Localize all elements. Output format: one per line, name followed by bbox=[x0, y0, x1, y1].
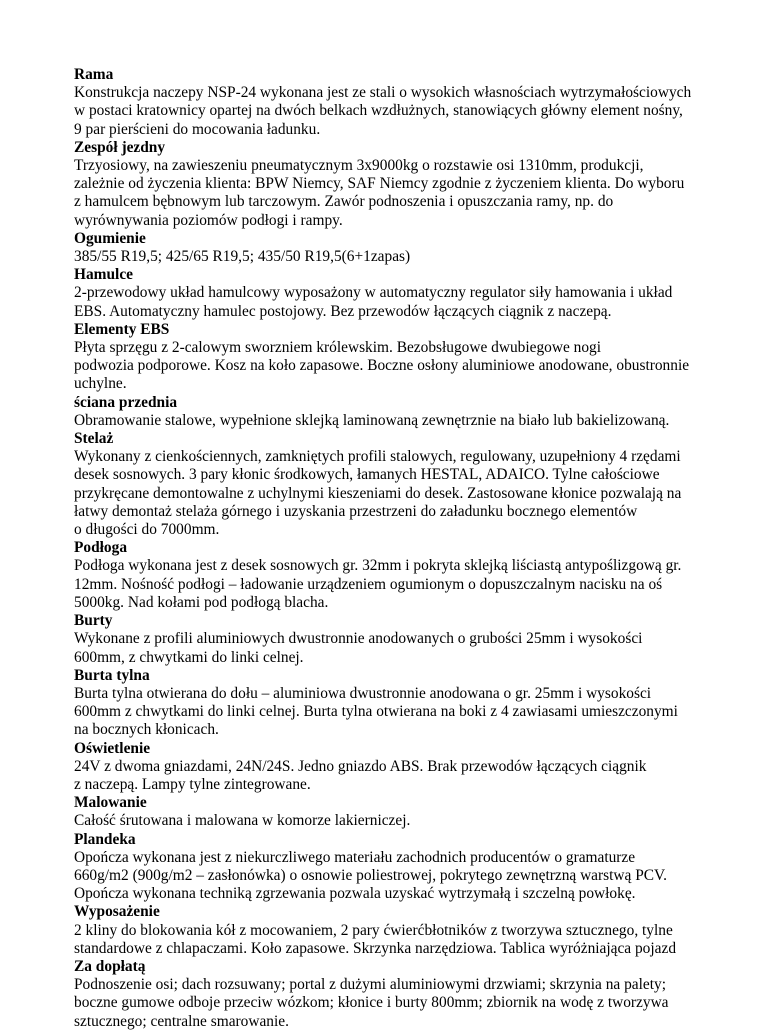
text-line: desek sosnowych. 3 pary kłonic środkowych, łamanych HESTAL, ADAICO. Tylne całościowe bbox=[74, 466, 660, 484]
section-heading: ściana przednia bbox=[74, 393, 178, 411]
text-line: 12mm. Nośność podłogi – ładowanie urządzeniem ogumionym o dopuszczalnym nacisku na oś bbox=[74, 575, 663, 593]
text-line: zależnie od życzenia klienta: BPW Niemcy, SAF Niemcy zgodnie z życzeniem klienta. Do wyboru bbox=[74, 175, 685, 193]
section-burty bbox=[74, 612, 714, 667]
text-line: Opończa wykonana techniką zgrzewania pozwala uzyskać wytrzymałą i szczelną powłokę. bbox=[74, 885, 636, 903]
section-heading: Elementy EBS bbox=[74, 320, 170, 338]
text-line: uchylne. bbox=[74, 375, 127, 393]
text-line: Burta tylna otwierana do dołu – aluminiowa dwustronnie anodowana o gr. 25mm i wysokości bbox=[74, 684, 652, 702]
section-heading: Podłoga bbox=[74, 539, 128, 557]
text-line: Trzyosiowy, na zawieszeniu pneumatycznym 3x9000kg o rozstawie osi 1310mm, produkcji, bbox=[74, 157, 644, 175]
section-heading: Malowanie bbox=[74, 794, 147, 812]
section-heading: Burty bbox=[74, 612, 113, 630]
section-heading: Ogumienie bbox=[74, 229, 146, 247]
text-line: Wykonane z profili aluminiowych dwustronnie anodowanych o grubości 25mm i wysokości bbox=[74, 630, 643, 648]
text-line: Wykonany z cienkościennych, zamkniętych profili stalowych, regulowany, uzupełniony 4 rzędami bbox=[74, 448, 681, 466]
text-line: podwozia podporowe. Kosz na koło zapasowe. Boczne osłony aluminiowe anodowane, obustronnie bbox=[74, 357, 690, 375]
section-zespol-jezdny bbox=[74, 139, 714, 230]
text-line: Całość śrutowana i malowana w komorze lakierniczej. bbox=[74, 812, 411, 830]
section-hamulce bbox=[74, 266, 714, 321]
text-line: Obramowanie stalowe, wypełnione sklejką laminowaną zewnętrznie na biało lub bakielizowaną. bbox=[74, 411, 670, 429]
section-za-doplata bbox=[74, 958, 714, 1031]
section-sciana-przednia bbox=[74, 394, 714, 430]
section-heading: Oświetlenie bbox=[74, 739, 151, 757]
section-oswietlenie bbox=[74, 740, 714, 795]
section-stelaz bbox=[74, 430, 714, 539]
section-heading: Stelaż bbox=[74, 430, 114, 448]
section-heading: Za dopłatą bbox=[74, 957, 146, 975]
section-heading: Burta tylna bbox=[74, 666, 150, 684]
text-line: łatwy demontaż stelaża górnego i uzyskania przestrzeni do załadunku bocznego elementów bbox=[74, 502, 638, 520]
section-heading: Zespół jezdny bbox=[74, 138, 166, 156]
text-line: wyrównywania poziomów podłogi i rampy. bbox=[74, 211, 343, 229]
section-podloga bbox=[74, 539, 714, 612]
text-line: przykręcane demontowalne z uchylnymi kieszeniami do desek. Zastosowane kłonice pozwalają na bbox=[74, 484, 682, 502]
text-line: 9 par pierścieni do mocowania ładunku. bbox=[74, 120, 321, 138]
text-line: 600mm z chwytkami do linki celnej. Burta tylna otwierana na boki z 4 zawiasami umieszczonymi bbox=[74, 703, 678, 721]
text-line: 2 kliny do blokowania kół z mocowaniem, 2 pary ćwierćbłotników z tworzywa sztucznego, tylne bbox=[74, 921, 673, 939]
text-line: Podnoszenie osi; dach rozsuwany; portal z dużymi aluminiowymi drzwiami; skrzynia na palety; bbox=[74, 976, 666, 994]
text-line: 385/55 R19,5; 425/65 R19,5; 435/50 R19,5(6+1zapas) bbox=[74, 248, 411, 266]
section-burta-tylna bbox=[74, 667, 714, 740]
section-malowanie bbox=[74, 794, 714, 830]
text-line: Płyta sprzęgu z 2-calowym sworzniem królewskim. Bezobsługowe dwubiegowe nogi bbox=[74, 339, 602, 357]
text-line: 600mm, z chwytkami do linki celnej. bbox=[74, 648, 304, 666]
text-line: 5000kg. Nad kołami pod podłogą blacha. bbox=[74, 593, 329, 611]
text-line: w postaci kratownicy opartej na dwóch belkach wzdłużnych, stanowiących główny element nośny, bbox=[74, 102, 683, 120]
text-line: Konstrukcja naczepy NSP-24 wykonana jest ze stali o wysokich własnościach wytrzymałościowych bbox=[74, 84, 692, 102]
text-line: z naczepą. Lampy tylne zintegrowane. bbox=[74, 775, 311, 793]
section-heading: Wyposażenie bbox=[74, 903, 160, 921]
section-elementy-ebs bbox=[74, 321, 714, 394]
text-line: o długości do 7000mm. bbox=[74, 521, 220, 539]
text-line: 24V z dwoma gniazdami, 24N/24S. Jedno gniazdo ABS. Brak przewodów łączących ciągnik bbox=[74, 757, 647, 775]
text-line: Opończa wykonana jest z niekurczliwego materiału zachodnich producentów o gramaturze bbox=[74, 848, 636, 866]
text-line: sztucznego; centralne smarowanie. bbox=[74, 1012, 289, 1030]
text-line: z hamulcem bębnowym lub tarczowym. Zawór podnoszenia i opuszczania ramy, np. do bbox=[74, 193, 614, 211]
section-rama bbox=[74, 66, 714, 139]
text-line: 660g/m2 (900g/m2 – zasłonówka) o osnowie poliestrowej, pokrytego zewnętrzną warstwą PCV. bbox=[74, 866, 667, 884]
document-body bbox=[74, 66, 714, 1031]
section-heading: Hamulce bbox=[74, 266, 133, 284]
text-line: Podłoga wykonana jest z desek sosnowych gr. 32mm i pokryta sklejką liściastą antypoślizgową gr. bbox=[74, 557, 682, 575]
section-wyposazenie bbox=[74, 903, 714, 958]
text-line: 2-przewodowy układ hamulcowy wyposażony w automatyczny regulator siły hamowania i układ bbox=[74, 284, 673, 302]
section-plandeka bbox=[74, 831, 714, 904]
text-line: standardowe z chlapaczami. Koło zapasowe. Skrzynka narzędziowa. Tablica wyróżniająca pojazd bbox=[74, 939, 677, 957]
section-heading: Plandeka bbox=[74, 830, 136, 848]
text-line: EBS. Automatyczny hamulec postojowy. Bez przewodów łączących ciągnik z naczepą. bbox=[74, 302, 612, 320]
text-line: boczne gumowe odboje przeciw wózkom; kłonice i burty 800mm; zbiornik na wodę z tworzywa bbox=[74, 994, 669, 1012]
text-line: na bocznych kłonicach. bbox=[74, 721, 219, 739]
section-heading: Rama bbox=[74, 66, 114, 83]
section-ogumienie bbox=[74, 230, 714, 266]
